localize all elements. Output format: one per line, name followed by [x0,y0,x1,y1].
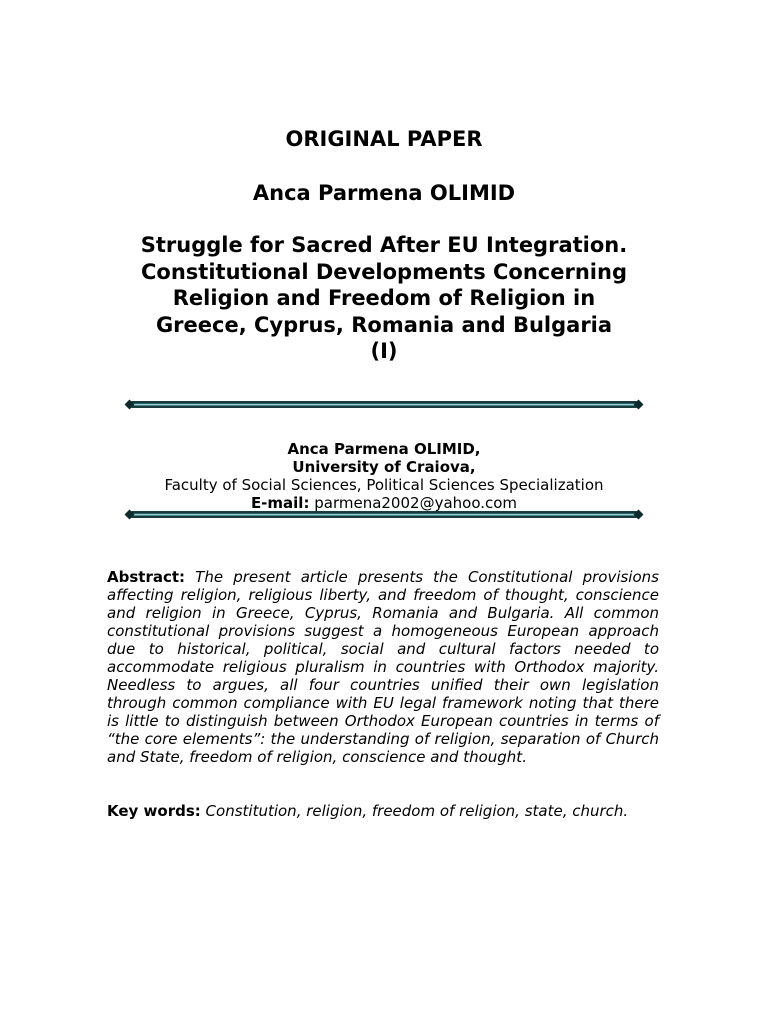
top-divider [130,402,638,407]
keywords-text: Constitution, religion, freedom of religion, state, church. [205,802,629,820]
paper-type-heading: ORIGINAL PAPER [285,127,483,151]
abstract-label: Abstract: [107,568,186,586]
keywords-paragraph [107,802,659,820]
affiliation-block [0,440,768,512]
title-line: (I) [370,339,398,363]
affiliation-university: University of Craiova, [292,458,476,476]
email-label: E-mail: [250,494,310,512]
abstract-paragraph [107,568,659,766]
affiliation-email-line [0,494,768,512]
title-line: Greece, Cyprus, Romania and Bulgaria [155,312,613,337]
keywords-label: Key words: [107,802,201,820]
title-line: Religion and Freedom of Religion in [172,286,596,310]
paper-title [84,232,684,365]
affiliation-faculty: Faculty of Social Sciences, Political Sciences Specialization [164,476,604,494]
title-line: Struggle for Sacred After EU Integration. [140,233,628,257]
author-heading: Anca Parmena OLIMID [252,181,516,205]
abstract-text: The present article presents the Constitutional provisions affecting religion, religious liberty, and freedom of thought, conscience and religion in Greece, Cyprus, Romania and Bulgaria. All common constitutional provisions suggest a homogeneous European approach due to historical, political, social and cultural factors needed to accommodate religious pluralism in countries with Orthodox majority. Needless to argues, all four countries unified their own legislation through common compliance with EU legal framework noting that there is little to distinguish between Orthodox European countries in terms of “the core elements”: the understanding of religion, separation of Church and State, freedom of religion, conscience and thought. [107,568,659,766]
bottom-divider [130,512,638,517]
email-address[interactable]: parmena2002@yahoo.com [314,494,518,512]
title-line: Constitutional Developments Concerning [141,259,627,284]
affiliation-author: Anca Parmena OLIMID, [287,440,481,458]
